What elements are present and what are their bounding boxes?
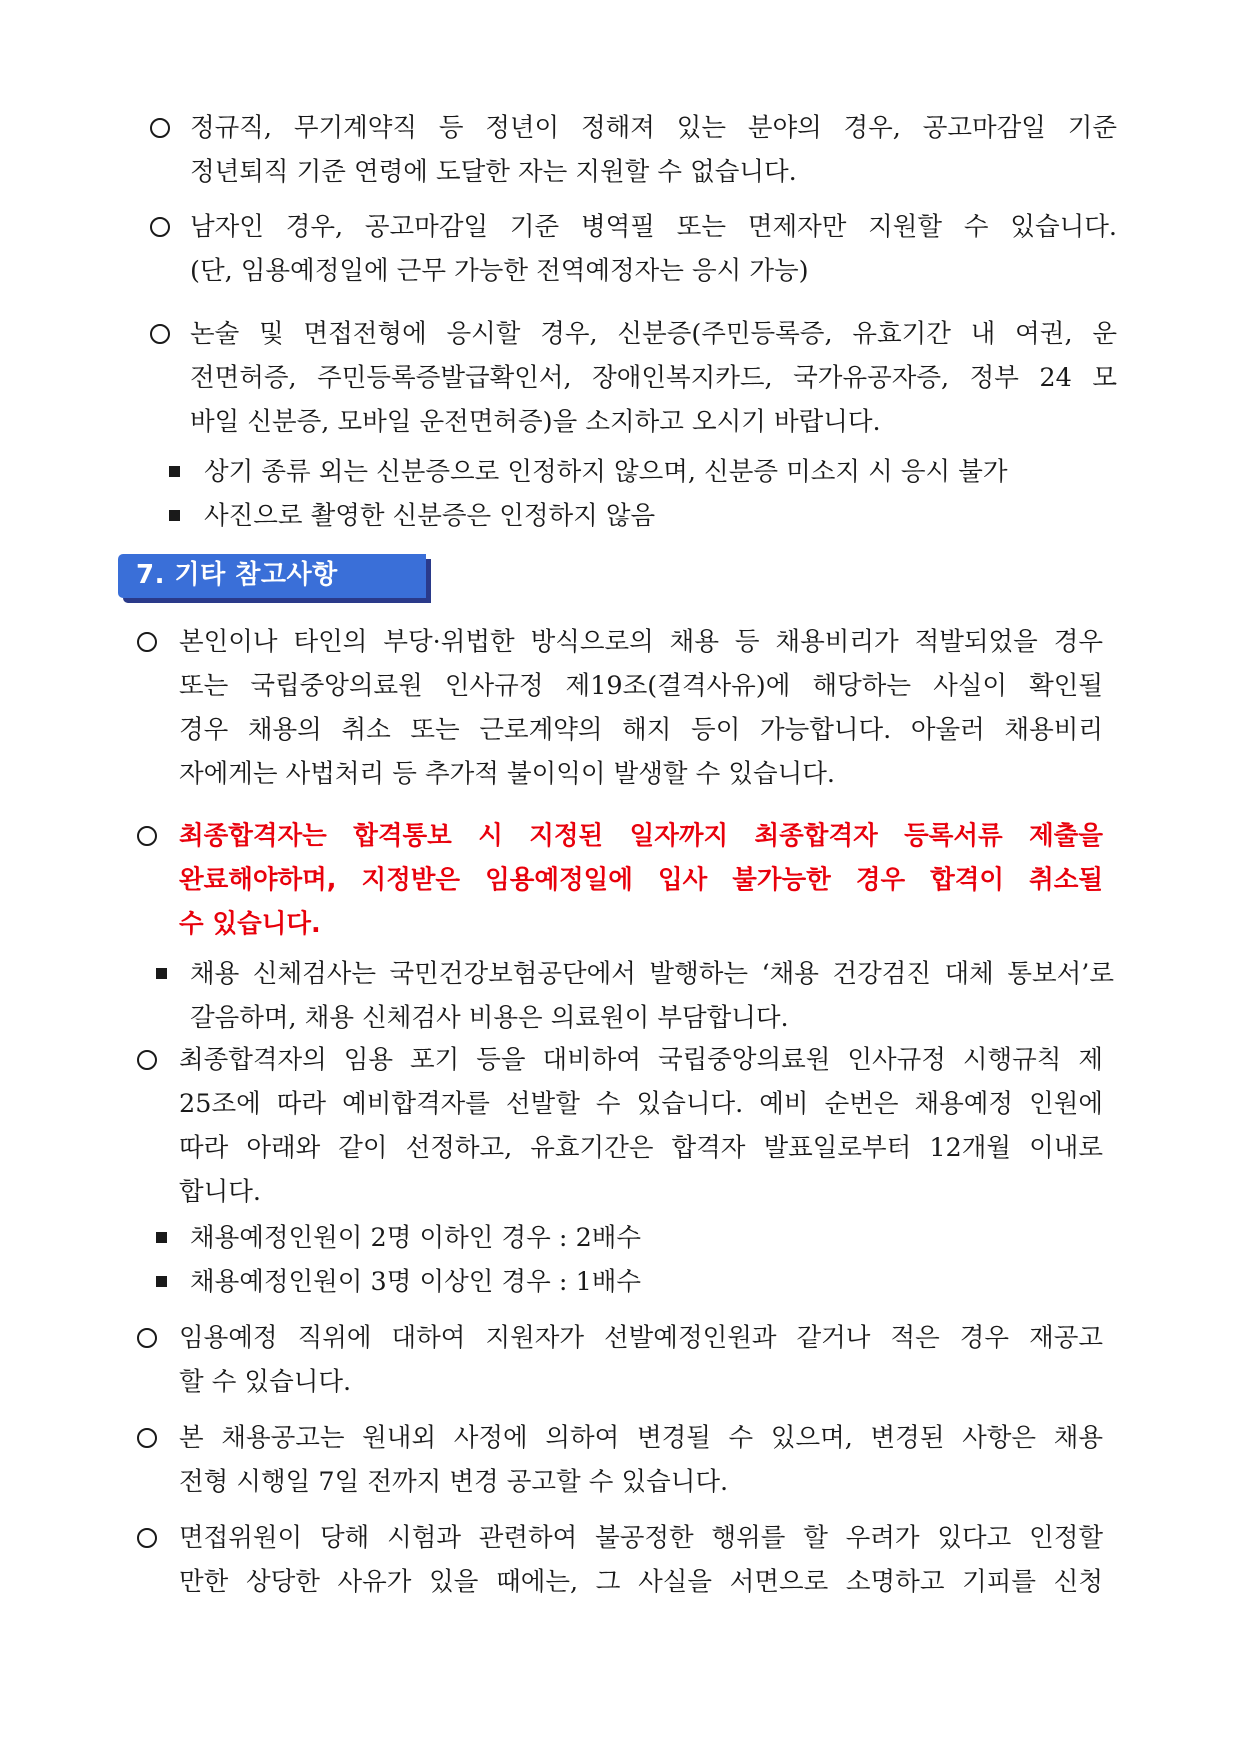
notice-item-hiring-fraud: [179, 620, 1103, 796]
circle-bullet-icon: [150, 324, 170, 344]
circle-bullet-icon: [150, 217, 170, 237]
square-bullet-icon: [169, 466, 180, 477]
circle-bullet-icon: [137, 1050, 157, 1070]
circle-bullet-icon: [150, 118, 170, 138]
text-line: 임용예정 직위에 대하여 지원자가 선발예정인원과 같거나 적은 경우 재공고: [179, 1323, 1103, 1353]
text-line: 논술 및 면접전형에 응시할 경우, 신분증(주민등록증, 유효기간 내 여권, 운: [190, 319, 1117, 349]
text-line: 남자인 경우, 공고마감일 기준 병역필 또는 면제자만 지원할 수 있습니다.: [190, 212, 1117, 242]
text-line: 따라 아래와 같이 선정하고, 유효기간은 합격자 발표일로부터 12개월 이내로: [179, 1133, 1103, 1163]
text-line: (단, 임용예정일에 근무 가능한 전역예정자는 응시 가능): [190, 256, 809, 286]
notice-item-reserve-candidates: [179, 1038, 1103, 1214]
circle-bullet-icon: [137, 632, 157, 652]
text-line: 만한 상당한 사유가 있을 때에는, 그 사실을 서면으로 소명하고 기피를 신청: [179, 1567, 1103, 1597]
circle-bullet-icon: [137, 1528, 157, 1548]
eligibility-item-military: [190, 205, 1117, 293]
text-line: 갈음하며, 채용 신체검사 비용은 의료원이 부담합니다.: [190, 1003, 789, 1033]
square-bullet-icon: [156, 1276, 167, 1287]
text-line: 사진으로 촬영한 신분증은 인정하지 않음: [204, 501, 656, 531]
square-bullet-icon: [169, 510, 180, 521]
text-line: 완료해야하며, 지정받은 임용예정일에 입사 불가능한 경우 합격이 취소될: [179, 865, 1103, 895]
text-line: 최종합격자의 임용 포기 등을 대비하여 국립중앙의료원 인사규정 시행규칙 제: [179, 1045, 1103, 1075]
text-line: 본인이나 타인의 부당·위법한 방식으로의 채용 등 채용비리가 적발되었을 경우: [179, 627, 1103, 657]
text-line: 25조에 따라 예비합격자를 선발할 수 있습니다. 예비 순번은 채용예정 인원에: [179, 1089, 1103, 1119]
circle-bullet-icon: [137, 1428, 157, 1448]
id-card-note-2: [204, 494, 1114, 538]
text-line: 채용예정인원이 2명 이하인 경우 : 2배수: [190, 1223, 642, 1253]
reserve-rule-2: [190, 1260, 1090, 1304]
text-line: 전면허증, 주민등록증발급확인서, 장애인복지카드, 국가유공자증, 정부 24 모: [190, 363, 1117, 393]
text-line: 채용예정인원이 3명 이상인 경우 : 1배수: [190, 1267, 642, 1297]
text-line: 경우 채용의 취소 또는 근로계약의 해지 등이 가능합니다. 아울러 채용비리: [179, 715, 1103, 745]
notice-item-announcement-change: [179, 1416, 1103, 1504]
text-line: 합니다.: [179, 1177, 262, 1207]
text-line: 바일 신분증, 모바일 운전면허증)을 소지하고 오시기 바랍니다.: [190, 407, 881, 437]
text-line: 전형 시행일 7일 전까지 변경 공고할 수 있습니다.: [179, 1467, 729, 1497]
notice-item-interviewer-recusal: [179, 1516, 1103, 1604]
square-bullet-icon: [156, 968, 167, 979]
reserve-rule-1: [190, 1216, 1090, 1260]
text-line: 정년퇴직 기준 연령에 도달한 자는 지원할 수 없습니다.: [190, 157, 797, 187]
section-title: 7. 기타 참고사항: [136, 560, 338, 590]
square-bullet-icon: [156, 1232, 167, 1243]
eligibility-item-id-card: [190, 312, 1117, 444]
text-line: 상기 종류 외는 신분증으로 인정하지 않으며, 신분증 미소지 시 응시 불가: [204, 457, 1008, 487]
notice-item-final-registration: [179, 814, 1103, 946]
text-line: 면접위원이 당해 시험과 관련하여 불공정한 행위를 할 우려가 있다고 인정할: [179, 1523, 1103, 1553]
id-card-note-1: [204, 450, 1114, 494]
text-line: 정규직, 무기계약직 등 정년이 정해져 있는 분야의 경우, 공고마감일 기준: [190, 113, 1117, 143]
circle-bullet-icon: [137, 826, 157, 846]
text-line: 수 있습니다.: [179, 909, 321, 939]
section-header: [118, 554, 426, 598]
text-line: 채용 신체검사는 국민건강보험공단에서 발행하는 ‘채용 건강검진 대체 통보서’로: [190, 959, 1114, 989]
text-line: 할 수 있습니다.: [179, 1367, 352, 1397]
eligibility-item-retirement: [190, 106, 1117, 194]
health-check-note: [190, 952, 1114, 1040]
text-line: 최종합격자는 합격통보 시 지정된 일자까지 최종합격자 등록서류 제출을: [179, 821, 1103, 851]
text-line: 본 채용공고는 원내외 사정에 의하여 변경될 수 있으며, 변경된 사항은 채용: [179, 1423, 1103, 1453]
text-line: 자에게는 사법처리 등 추가적 불이익이 발생할 수 있습니다.: [179, 759, 836, 789]
notice-item-re-announcement: [179, 1316, 1103, 1404]
circle-bullet-icon: [137, 1328, 157, 1348]
text-line: 또는 국립중앙의료원 인사규정 제19조(결격사유)에 해당하는 사실이 확인될: [179, 671, 1103, 701]
